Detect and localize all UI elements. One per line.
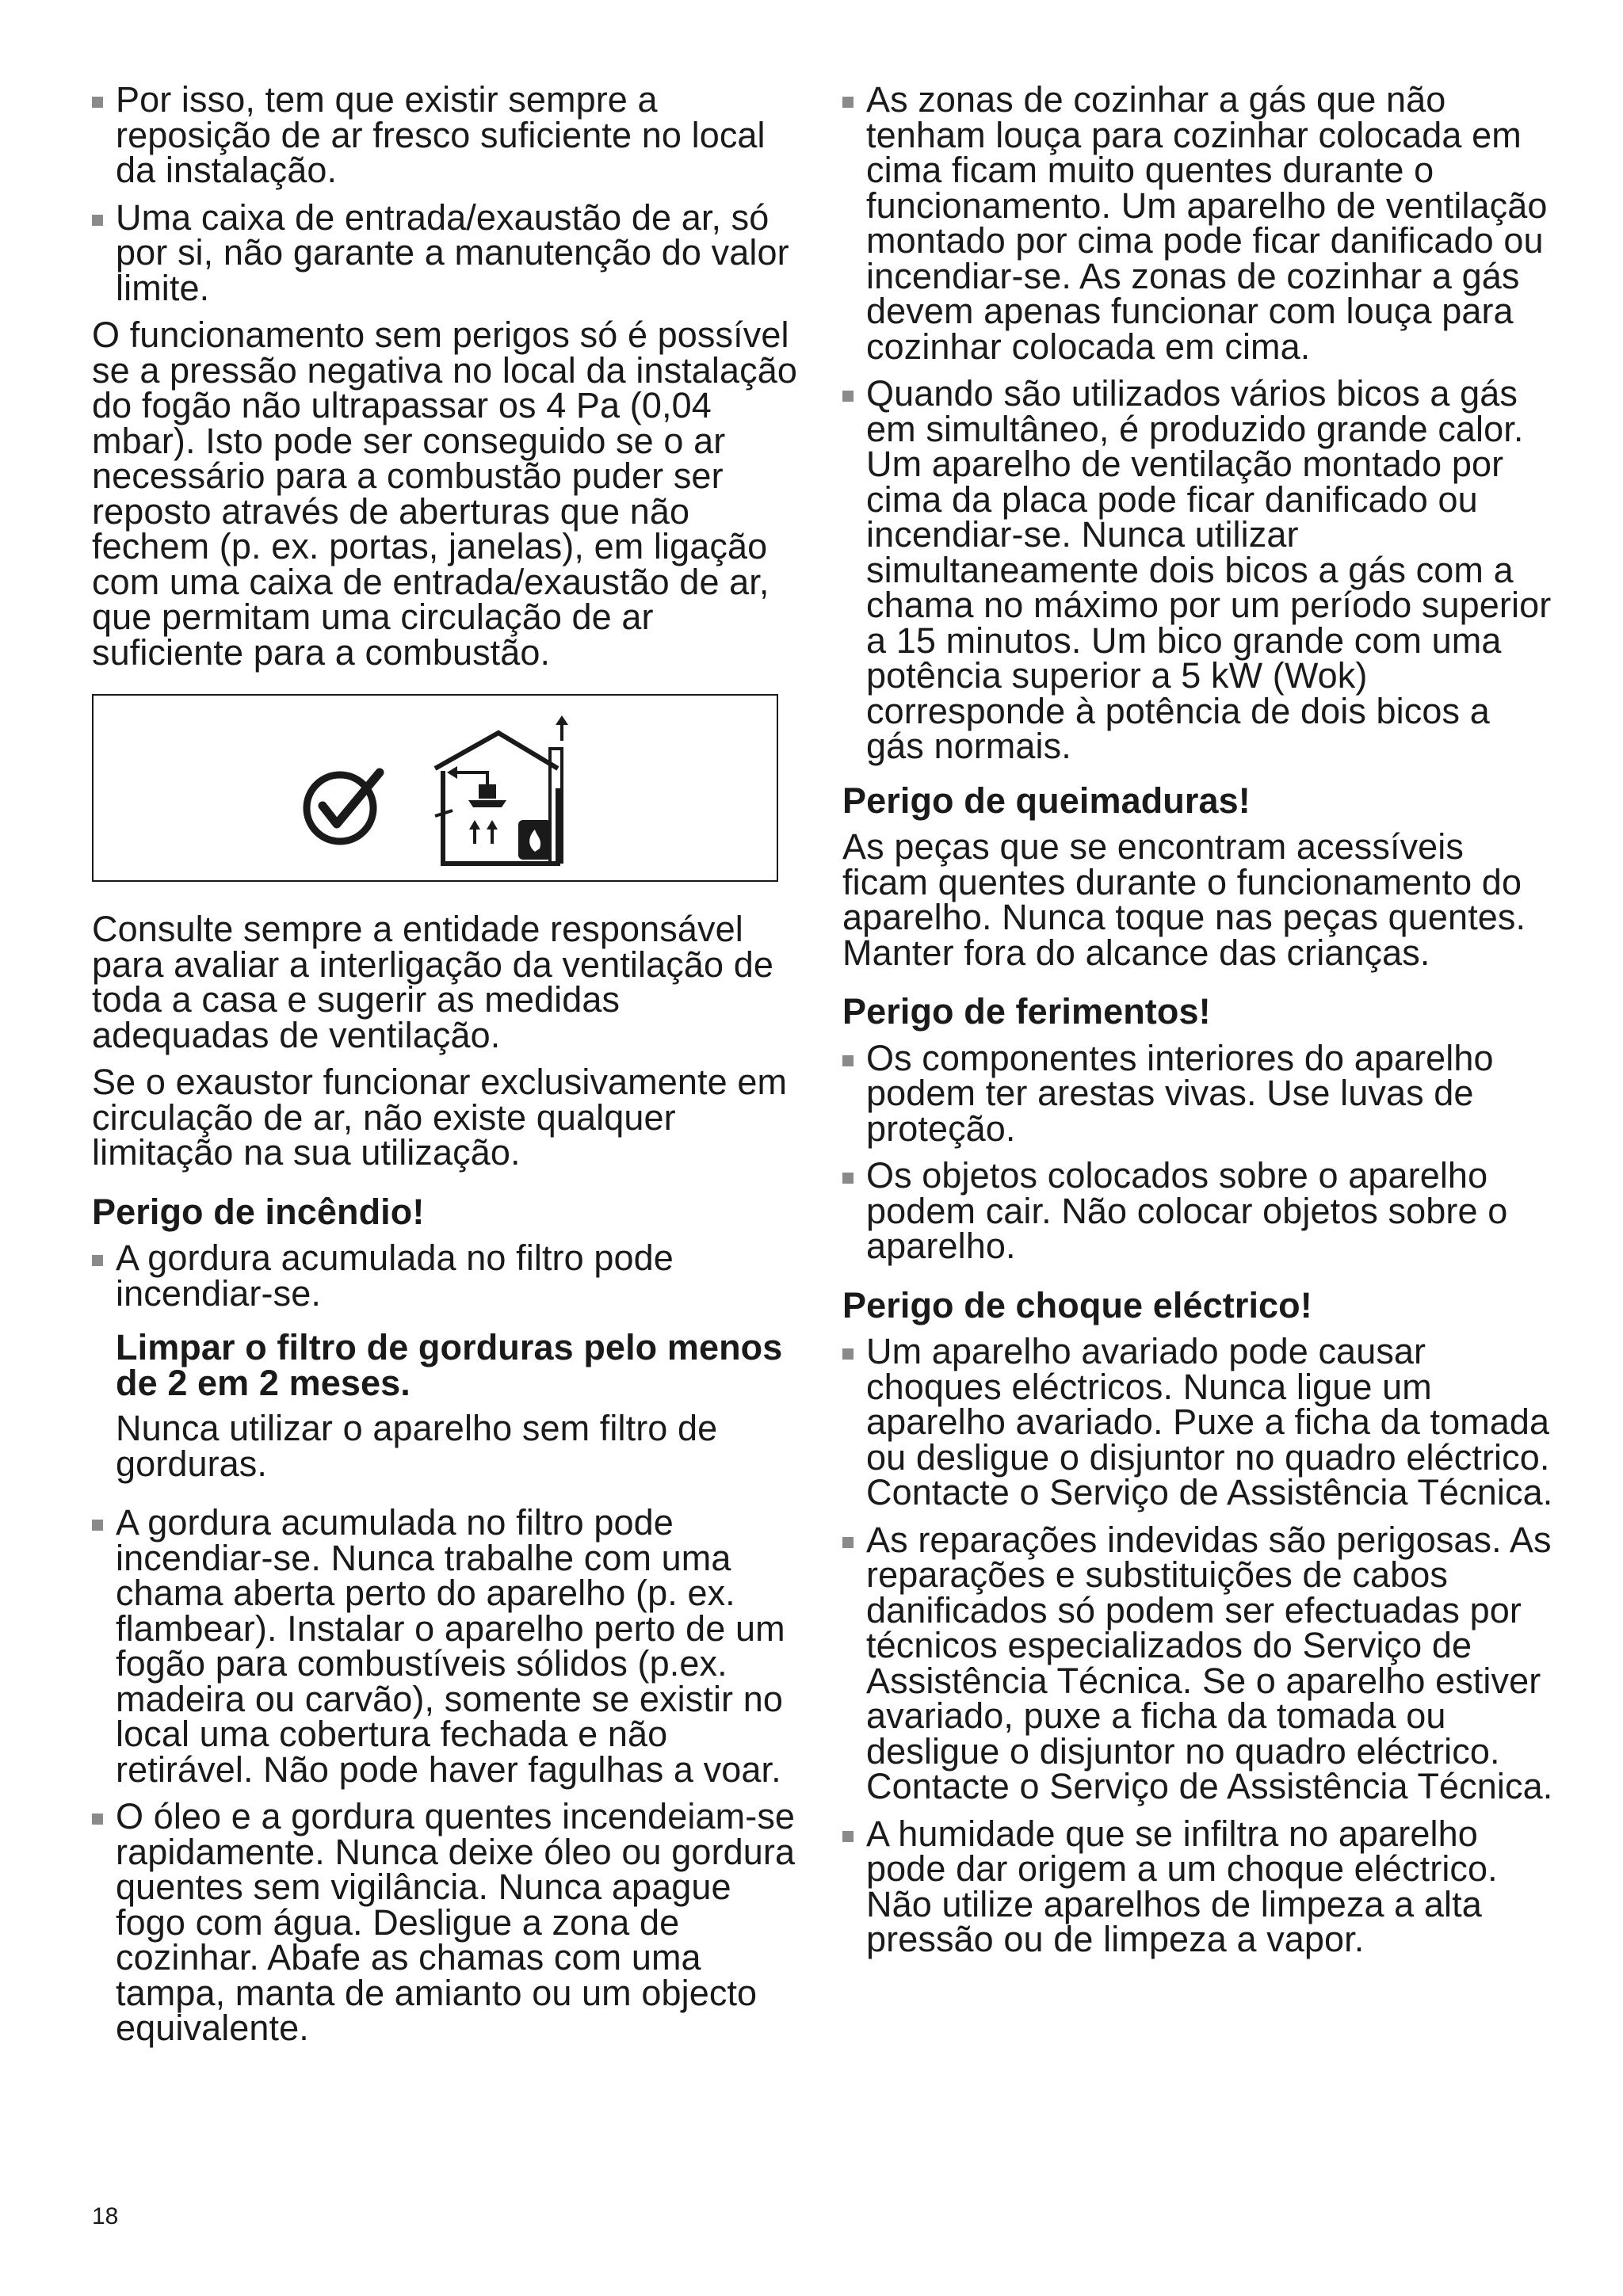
bullet-humidity: A humidade que se infiltra no aparelho pode dar origem a um choque eléctrico. Não utilize aparelhos de limpeza a alta pressão ou de limpeza a vapor.	[842, 1817, 1556, 1958]
bullet-improper-repairs: As reparações indevidas são perigosas. As reparações e substituições de cabos danificados só podem ser efectuadas por técnicos especializados do Serviço de Assistência Técnica. Se o aparelho estiver avariado, puxe a ficha da tomada ou desligue o disjuntor no quadro eléctrico. Contacte o Serviço de Assistência Técnica.	[842, 1523, 1556, 1805]
paragraph-recirculation: Se o exaustor funcionar exclusivamente em circulação de ar, não existe qualquer limitação na sua utilização.	[92, 1062, 788, 1173]
ventilation-figure	[92, 694, 778, 882]
right-column	[842, 79, 1556, 1970]
checkmark-circle-icon	[307, 772, 380, 841]
instruction-clean-filter: Limpar o filtro de gorduras pelo menos de 2 em 2 meses.	[116, 1327, 783, 1403]
bullet-open-flame: A gordura acumulada no filtro pode incendiar-se. Nunca trabalhe com uma chama aberta perto do aparelho (p. ex. flambear). Instalar o aparelho perto de um fogão para combustíveis sólidos (p.ex. madeira ou carvão), somente se existir no local uma cobertura fechada e não retirável. Não pode haver fagulhas a voar.	[92, 1505, 805, 1787]
paragraph-burn: As peças que se encontram acessíveis ficam quentes durante o funcionamento do aparelho. Nunca toque nas peças quentes. Manter fora do alcance das crianças.	[842, 826, 1526, 973]
paragraph-consult: Consulte sempre a entidade responsável para avaliar a interligação da ventilação de toda a casa e sugerir as medidas adequadas de ventilação.	[92, 909, 773, 1055]
heading-fire-danger: Perigo de incêndio!	[92, 1191, 425, 1232]
heading-injury-danger: Perigo de ferimentos!	[842, 991, 1211, 1032]
bullet-sharp-edges: Os componentes interiores do aparelho podem ter arestas vivas. Use luvas de proteção.	[842, 1041, 1556, 1147]
left-column	[92, 79, 805, 2058]
fireplace-icon	[518, 820, 552, 860]
heading-burn-danger: Perigo de queimaduras!	[842, 780, 1251, 821]
heading-shock-danger: Perigo de choque eléctrico!	[842, 1284, 1312, 1325]
bullet-filter-grease: A gordura acumulada no filtro pode incendiar-se.	[92, 1241, 805, 1311]
bullet-air-supply: Por isso, tem que existir sempre a reposição de ar fresco suficiente no local da instalação.	[92, 82, 805, 189]
bullet-falling-objects: Os objetos colocados sobre o aparelho podem cair. Não colocar objetos sobre o aparelho.	[842, 1158, 1556, 1264]
page-number: 18	[92, 2203, 119, 2229]
ventilation-illustration	[285, 709, 586, 868]
bullet-hot-oil: O óleo e a gordura quentes incendeiam-se rapidamente. Nunca deixe óleo ou gordura quentes sem vigilância. Nunca apague fogo com água. Desligue a zona de cozinhar. Abafe as chamas com uma tampa, manta de amianto ou um objecto equivalente.	[92, 1799, 805, 2046]
bullet-gas-burners: Quando são utilizados vários bicos a gás em simultâneo, é produzido grande calor. Um aparelho de ventilação montado por cima da placa pode ficar danificado ou incendiar-se. Nunca utilizar simultaneamente dois bicos a gás com a chama no máximo por um período superior a 15 minutos. Um bico grande com uma potência superior a 5 kW (Wok) corresponde à potência de dois bicos a gás normais.	[842, 376, 1556, 765]
instruction-never-without-filter: Nunca utilizar o aparelho sem filtro de gorduras.	[116, 1408, 718, 1484]
bullet-air-box: Uma caixa de entrada/exaustão de ar, só por si, não garante a manutenção do valor limite.	[92, 200, 805, 307]
paragraph-pressure: O funcionamento sem perigos só é possível se a pressão negativa no local da instalação do fogão não ultrapassar os 4 Pa (0,04 mbar). Isto pode ser conseguido se o ar necessário para a combustão puder ser reposto através de aberturas que não fechem (p. ex. portas, janelas), em ligação com uma caixa de entrada/exaustão de ar, que permitam uma circulação de ar suficiente para a combustão.	[92, 315, 797, 673]
bullet-defective-appliance: Um aparelho avariado pode causar choques eléctricos. Nunca ligue um aparelho avariado. Puxe a ficha da tomada ou desligue o disjuntor no quadro eléctrico. Contacte o Serviço de Assistência Técnica.	[842, 1334, 1556, 1511]
bullet-gas-zones: As zonas de cozinhar a gás que não tenham louça para cozinhar colocada em cima ficam muito quentes durante o funcionamento. Um aparelho de ventilação montado por cima pode ficar danificado ou incendiar-se. As zonas de cozinhar a gás devem apenas funcionar com louça para cozinhar colocada em cima.	[842, 82, 1556, 364]
